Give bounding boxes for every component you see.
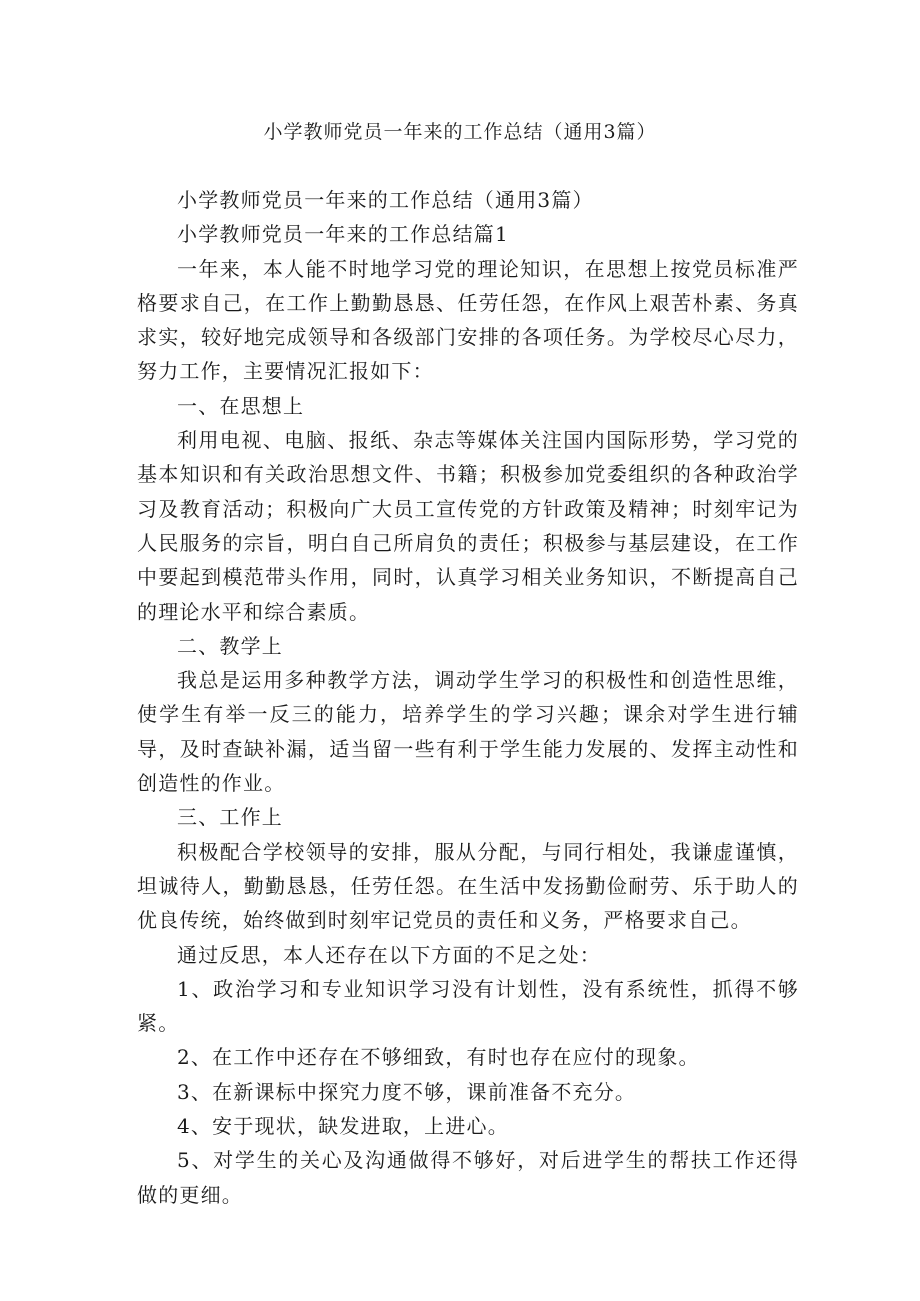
- intro-paragraph: 一年来，本人能不时地学习党的理论知识，在思想上按党员标准严格要求自己，在工作上勤勤恳恳、任劳任怨，在作风上艰苦朴素、务真求实，较好地完成领导和各级部门安排的各项任务。为学校尽心尽力，努力工作，主要情况汇报如下：: [137, 256, 799, 384]
- list-item: 4、安于现状，缺发进取，上进心。: [177, 1114, 509, 1139]
- document-title: 小学教师党员一年来的工作总结（通用3篇）: [263, 121, 657, 143]
- heading-thought: 一、在思想上: [177, 393, 305, 418]
- paragraph-thought: 利用电视、电脑、报纸、杂志等媒体关注国内国际形势，学习党的基本知识和有关政治思想文件、书籍；积极参加党委组织的各种政治学习及教育活动；积极向广大员工宣传党的方针政策及精神；时刻牢记为人民服务的宗旨，明白自己所肩负的责任；积极参与基层建设，在工作中要起到模范带头作用，同时，认真学习相关业务知识，不断提高自己的理论水平和综合素质。: [137, 428, 799, 624]
- list-item: 3、在新课标中探究力度不够，课前准备不充分。: [177, 1079, 637, 1104]
- paragraph-teaching: 我总是运用多种教学方法，调动学生学习的积极性和创造性思维，使学生有举一反三的能力，培养学生的学习兴趣；课余对学生进行辅导，及时查缺补漏，适当留一些有利于学生能力发展的、发挥主动性和创造性的作业。: [137, 668, 799, 796]
- heading-teaching: 二、教学上: [177, 633, 283, 658]
- heading-work: 三、工作上: [177, 805, 283, 830]
- list-item: 5、对学生的关心及沟通做得不够好，对后进学生的帮扶工作还得做的更细。: [137, 1148, 799, 1207]
- paragraph-work: 积极配合学校领导的安排，服从分配，与同行相处，我谦虚谨慎，坦诚待人，勤勤恳恳，任劳任怨。在生活中发扬勤俭耐劳、乐于助人的优良传统，始终做到时刻牢记党员的责任和义务，严格要求自己。: [137, 839, 799, 933]
- list-item: 2、在工作中还存在不够细致，有时也存在应付的现象。: [177, 1045, 700, 1070]
- list-item: 1、政治学习和专业知识学习没有计划性，没有系统性，抓得不够紧。: [137, 976, 799, 1036]
- subtitle-line: 小学教师党员一年来的工作总结（通用3篇）: [177, 188, 594, 212]
- paragraph-reflection: 通过反思，本人还存在以下方面的不足之处：: [177, 942, 601, 967]
- document-body: [137, 183, 799, 1212]
- section-title: 小学教师党员一年来的工作总结篇1: [177, 222, 509, 247]
